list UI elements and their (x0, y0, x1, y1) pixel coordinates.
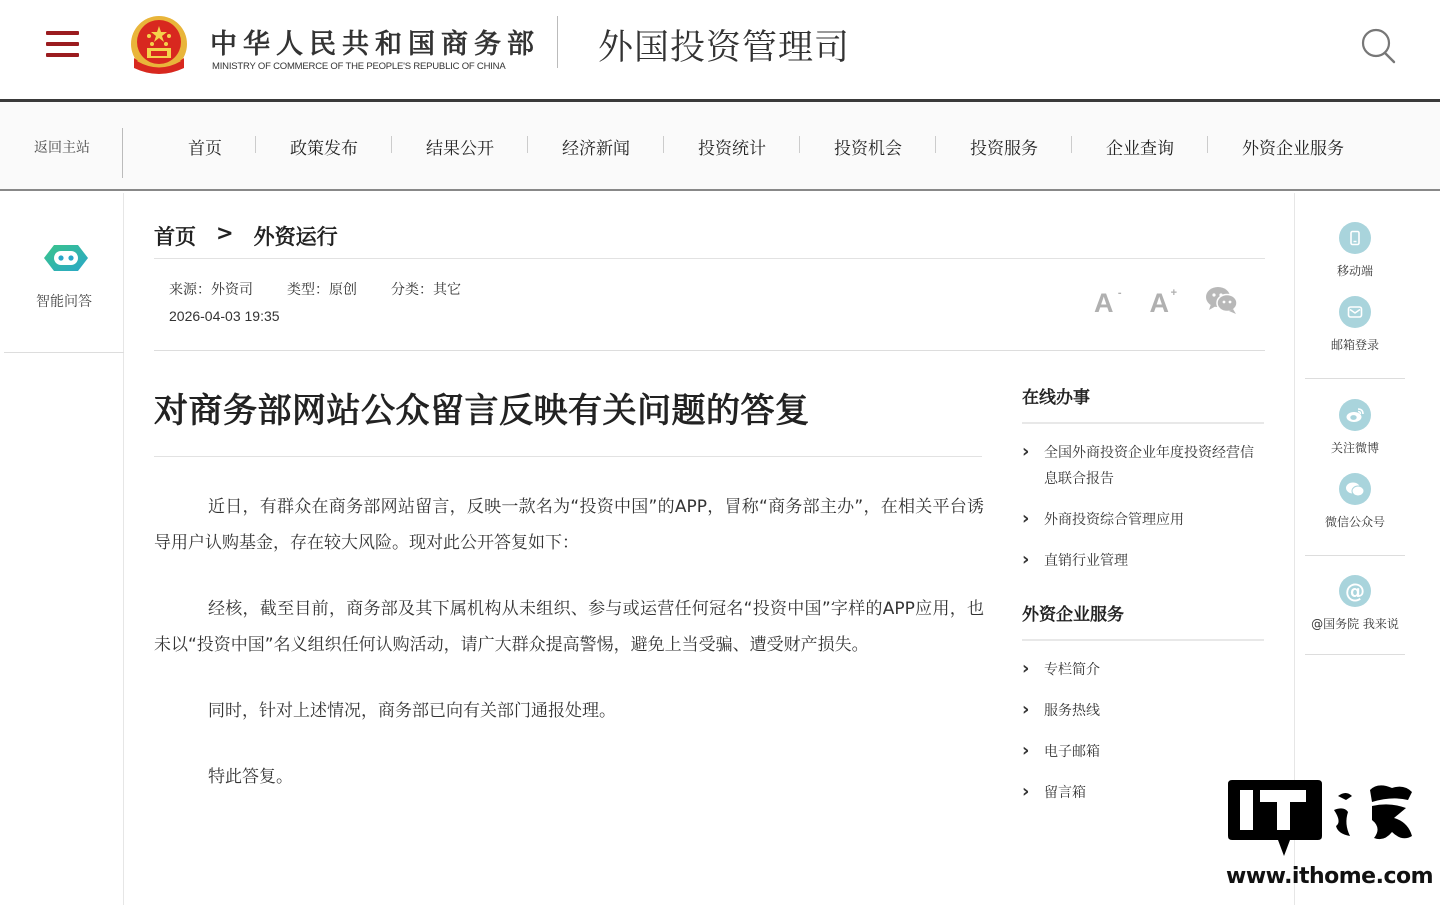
department-title: 外国投资管理司 (598, 28, 851, 68)
ai-qa-label: 智能问答 (36, 294, 92, 310)
rail-item-wechat[interactable]: 微信公众号 (1295, 473, 1415, 530)
section-title: 在线办事 (1022, 388, 1090, 408)
article-paragraph: 同时，针对上述情况，商务部已向有关部门通报处理。 (208, 701, 616, 721)
article-title: 对商务部网站公众留言反映有关问题的答复 (154, 391, 810, 431)
section-title: 外资企业服务 (1022, 605, 1124, 625)
nav-menu (154, 102, 1378, 191)
rail-item-weibo[interactable]: 关注微博 (1295, 399, 1415, 456)
online-services-section (1022, 383, 1264, 589)
hamburger-icon-bar (46, 31, 79, 35)
breadcrumb-current-link[interactable]: 外资运行 (253, 225, 338, 249)
hamburger-menu-button[interactable] (46, 31, 79, 57)
article-paragraph: 经核，截至目前，商务部及其下属机构从未组织、参与或运营任何冠名“投资中国”字样的APP应用，也未以“投资中国”名义组织任何认购活动，请广大群众提高警惕，避免上当受骗、遭受财产损失。 (154, 599, 984, 655)
ithome-url: www.ithome.com (1226, 864, 1434, 889)
search-button[interactable] (1360, 27, 1398, 65)
font-increase-icon: A (1149, 288, 1169, 318)
list-item-email[interactable]: › 电子邮箱 (1022, 739, 1264, 765)
list-item-column-intro[interactable]: › 专栏简介 (1022, 657, 1264, 683)
rail-item-mail-login[interactable]: 邮箱登录 (1295, 296, 1415, 353)
robot-icon (42, 241, 90, 275)
ai-qa-button[interactable] (4, 193, 124, 353)
at-icon: @ (1339, 575, 1371, 607)
article-paragraph: 特此答复。 (208, 767, 293, 787)
online-services-list (1022, 440, 1264, 574)
search-icon (1360, 27, 1398, 65)
nav-item-policy[interactable]: 政策发布 (256, 134, 392, 159)
nav-item-enterprise-query[interactable]: 企业查询 (1072, 134, 1208, 159)
meta-source: 来源：外资司 (169, 282, 253, 298)
wechat-share-icon (1205, 285, 1239, 315)
weibo-icon (1339, 399, 1371, 431)
nav-item-results[interactable]: 结果公开 (392, 134, 528, 159)
hamburger-icon-bar (46, 42, 79, 46)
list-item-service-hotline[interactable]: › 服务热线 (1022, 698, 1264, 724)
nav-item-investment-opportunities[interactable]: 投资机会 (800, 134, 936, 159)
divider (154, 258, 1265, 259)
publish-datetime: 2026-04-03 19:35 (169, 308, 280, 324)
back-to-main-site-link[interactable]: 返回主站 (34, 139, 90, 156)
mobile-icon (1339, 222, 1371, 254)
article-meta (169, 279, 461, 299)
font-decrease-button[interactable]: A - (1094, 287, 1122, 318)
rail-item-mobile[interactable]: 移动端 (1295, 222, 1415, 279)
ministry-name-en: MINISTRY OF COMMERCE OF THE PEOPLE'S REPUBLIC OF CHINA (212, 61, 506, 72)
divider (1305, 378, 1405, 379)
divider (154, 456, 982, 457)
nav-item-economic-news[interactable]: 经济新闻 (528, 134, 664, 159)
rail-item-state-council[interactable]: @ @国务院 我来说 (1295, 575, 1415, 632)
national-emblem-icon[interactable] (128, 14, 190, 78)
divider (1305, 654, 1405, 655)
list-item-direct-selling-management[interactable]: › 直销行业管理 (1022, 548, 1264, 574)
list-item-message-box[interactable]: › 留言箱 (1022, 780, 1264, 806)
breadcrumb-separator: > (216, 221, 234, 245)
wechat-icon (1339, 473, 1371, 505)
ithome-logo-icon (1222, 776, 1422, 862)
ithome-watermark (1222, 776, 1434, 896)
font-increase-button[interactable]: A + (1149, 287, 1177, 318)
header-divider (557, 16, 558, 68)
font-decrease-icon: A (1094, 288, 1114, 318)
wechat-share-button[interactable] (1205, 285, 1239, 322)
main-nav (0, 102, 1440, 191)
list-item-annual-report[interactable]: › 全国外商投资企业年度投资经营信息联合报告 (1022, 440, 1264, 492)
article-paragraph: 近日，有群众在商务部网站留言，反映一款名为“投资中国”的APP，冒称“商务部主办”，在相关平台诱导用户认购基金，存在较大风险。现对此公开答复如下： (154, 497, 984, 553)
nav-divider (122, 128, 123, 178)
hamburger-icon-bar (46, 53, 79, 57)
nav-item-foreign-enterprise-services[interactable]: 外资企业服务 (1242, 139, 1344, 159)
meta-category: 分类：其它 (391, 282, 461, 298)
article-body (154, 489, 984, 825)
nav-item-investment-services[interactable]: 投资服务 (936, 134, 1072, 159)
nav-item-home[interactable]: 首页 (154, 134, 256, 159)
divider (1305, 555, 1405, 556)
mail-icon (1339, 296, 1371, 328)
list-item-investment-management-app[interactable]: › 外商投资综合管理应用 (1022, 507, 1264, 533)
divider (1022, 639, 1264, 641)
meta-type: 类型：原创 (287, 282, 357, 298)
divider (1022, 422, 1264, 424)
breadcrumb (154, 221, 338, 251)
ministry-name-cn: 中华人民共和国商务部 (210, 29, 540, 60)
divider (154, 350, 1265, 351)
nav-item-investment-stats[interactable]: 投资统计 (664, 134, 800, 159)
article-tools (1094, 285, 1239, 322)
left-sidebar (0, 193, 124, 905)
breadcrumb-home-link[interactable]: 首页 (154, 225, 196, 249)
site-header (0, 0, 1440, 100)
